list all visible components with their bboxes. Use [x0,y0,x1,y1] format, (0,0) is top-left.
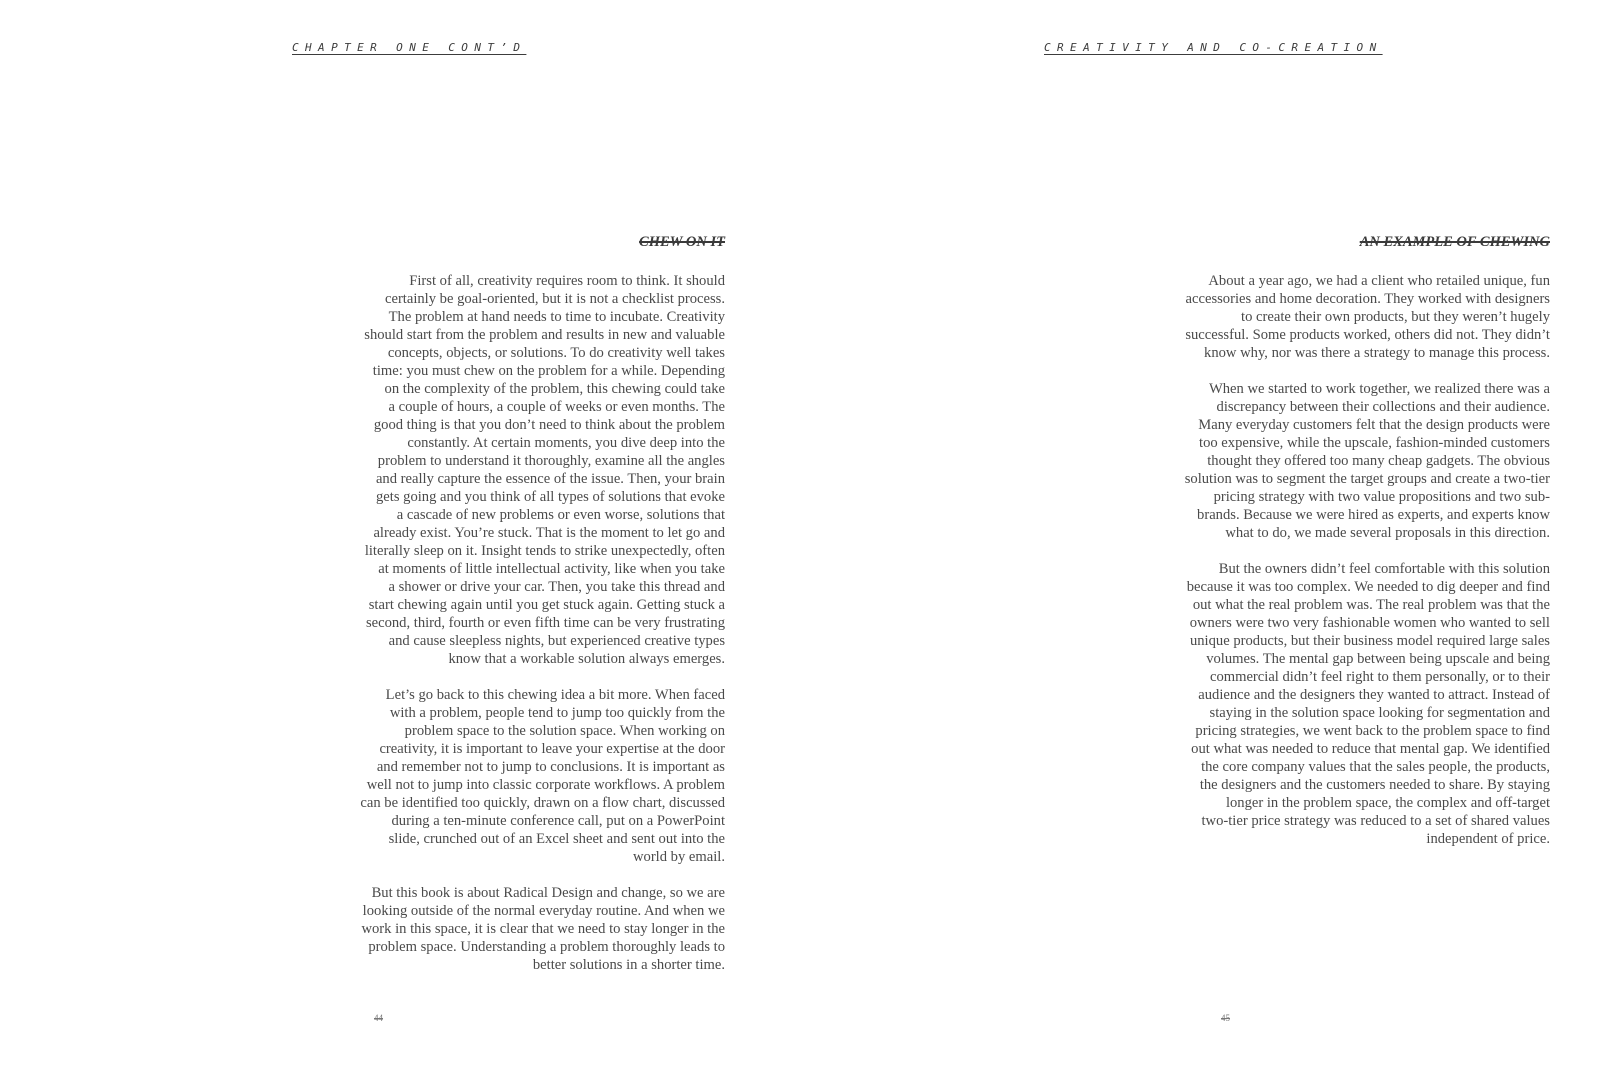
text-line: and really capture the essence of the issue. Then, your brain [375,471,725,487]
page-number: 44 [374,1013,383,1023]
text-line: successful. Some products worked, others did not. They didn’t [1185,327,1550,343]
text-line: work in this space, it is clear that we need to stay longer in the [361,921,725,937]
text-line: good thing is that you don’t need to think about the problem [373,417,725,433]
text-line: a couple of hours, a couple of weeks or even months. The [388,399,725,415]
right-page [800,0,1600,1067]
text-line: thought they offered too many cheap gadgets. The obvious [1207,453,1550,469]
text-line: looking outside of the normal everyday routine. And when we [362,903,725,919]
paragraph [1130,272,1550,362]
section-title: CHEW ON IT [639,234,725,250]
text-line: discrepancy between their collections and their audience. [1216,399,1550,415]
text-line: unique products, but their business model required large sales [1189,633,1550,649]
text-line: slide, crunched out of an Excel sheet and sent out into the [388,831,725,847]
text-line: creativity, it is important to leave your expertise at the door [379,741,725,757]
text-line: on the complexity of the problem, this chewing could take [384,381,725,397]
running-head: CHAPTER ONE CONT’D [292,41,527,54]
text-line: a cascade of new problems or even worse, solutions that [396,507,725,523]
paragraph [1130,380,1550,542]
text-line: to create their own products, but they weren’t hugely [1241,309,1550,325]
text-line: start chewing again until you get stuck again. Getting stuck a [368,597,725,613]
text-line: But this book is about Radical Design and change, so we are [371,885,725,901]
text-line: problem to understand it thoroughly, examine all the angles [377,453,725,469]
text-line: volumes. The mental gap between being upscale and being [1206,651,1550,667]
text-line: what to do, we made several proposals in this direction. [1225,525,1550,541]
text-line: at moments of little intellectual activity, like when you take [378,561,725,577]
text-line: should start from the problem and results in new and valuable [364,327,725,343]
text-line: About a year ago, we had a client who retailed unique, fun [1208,273,1550,289]
text-line: a shower or drive your car. Then, you take this thread and [388,579,725,595]
text-line: concepts, objects, or solutions. To do creativity well takes [387,345,725,361]
text-line: But the owners didn’t feel comfortable with this solution [1218,561,1550,577]
text-line: during a ten-minute conference call, put on a PowerPoint [391,813,725,829]
paragraph [305,272,725,668]
text-line: better solutions in a shorter time. [532,957,725,973]
text-line: problem space. Understanding a problem thoroughly leads to [368,939,725,955]
text-line: literally sleep on it. Insight tends to strike unexpectedly, often [364,543,725,559]
text-line: pricing strategy with two value propositions and two sub- [1213,489,1550,505]
text-line: the designers and the customers needed to share. By staying [1199,777,1550,793]
text-line: gets going and you think of all types of solutions that evoke [376,489,725,505]
text-line: pricing strategies, we went back to the problem space to find [1195,723,1550,739]
section-example-of-chewing [1130,232,1550,866]
text-line: When we started to work together, we realized there was a [1208,381,1550,397]
paragraph [1130,560,1550,848]
text-line: independent of price. [1426,831,1550,847]
text-line: well not to jump into classic corporate workflows. A problem [366,777,725,793]
text-line: commercial didn’t feel right to them personally, or to their [1209,669,1550,685]
text-line: two-tier price strategy was reduced to a set of shared values [1201,813,1550,829]
text-line: know why, nor was there a strategy to manage this process. [1204,345,1550,361]
text-line: constantly. At certain moments, you dive deep into the [407,435,725,451]
text-line: The problem at hand needs to time to incubate. Creativity [388,309,725,325]
text-line: know that a workable solution always emerges. [448,651,725,667]
text-line: already exist. You’re stuck. That is the moment to let go and [373,525,725,541]
text-line: Let’s go back to this chewing idea a bit more. When faced [385,687,725,703]
paragraph [305,884,725,974]
text-line: solution was to segment the target groups and create a two-tier [1184,471,1550,487]
text-line: because it was too complex. We needed to dig deeper and find [1186,579,1550,595]
section-chew-on-it [305,232,725,992]
text-line: can be identified too quickly, drawn on a flow chart, discussed [360,795,725,811]
text-line: time: you must chew on the problem for a while. Depending [372,363,725,379]
text-line: Many everyday customers felt that the design products were [1198,417,1550,433]
text-line: world by email. [632,849,725,865]
text-line: too expensive, while the upscale, fashion-minded customers [1199,435,1550,451]
page-number: 45 [1221,1013,1230,1023]
text-line: out what was needed to reduce that mental gap. We identified [1191,741,1550,757]
text-line: certainly be goal-oriented, but it is not a checklist process. [384,291,725,307]
text-line: First of all, creativity requires room to think. It should [409,273,725,289]
text-line: longer in the problem space, the complex and off-target [1225,795,1550,811]
text-line: staying in the solution space looking for segmentation and [1209,705,1550,721]
text-line: second, third, fourth or even fifth time can be very frustrating [365,615,725,631]
running-head: CREATIVITY AND CO-CREATION [1044,41,1383,54]
text-line: problem space to the solution space. When working on [404,723,725,739]
text-line: the core company values that the sales people, the products, [1201,759,1550,775]
text-line: and remember not to jump to conclusions. It is important as [376,759,725,775]
text-line: audience and the designers they wanted to attract. Instead of [1198,687,1550,703]
text-line: owners were two very fashionable women who wanted to sell [1189,615,1550,631]
section-title: AN EXAMPLE OF CHEWING [1359,234,1550,250]
text-line: out what the real problem was. The real problem was that the [1192,597,1550,613]
text-line: accessories and home decoration. They worked with designers [1185,291,1550,307]
paragraph [305,686,725,866]
text-line: brands. Because we were hired as experts, and experts know [1197,507,1550,523]
text-line: and cause sleepless nights, but experienced creative types [388,633,725,649]
text-line: with a problem, people tend to jump too quickly from the [389,705,725,721]
